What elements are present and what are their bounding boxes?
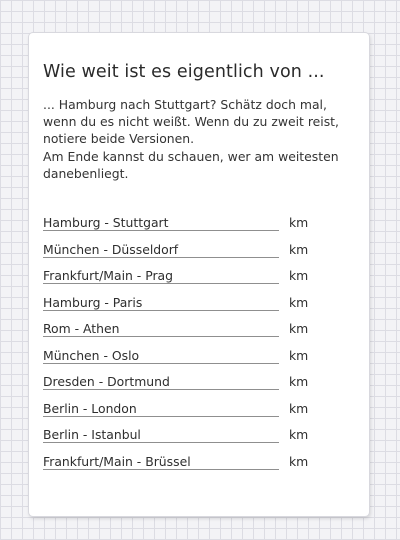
route-label: Berlin - Istanbul <box>43 427 141 442</box>
route-label: Berlin - London <box>43 400 137 416</box>
answer-line <box>43 442 279 443</box>
instructions-line-2: Am Ende kannst du schauen, wer am weitesten danebenliegt. <box>43 148 339 181</box>
instructions-line-1: ... Hamburg nach Stuttgart? Schätz doch mal, wenn du es nicht weißt. Wenn du zu zweit reist, notiere beide Versionen. <box>43 97 339 147</box>
unit-label: km <box>289 347 309 363</box>
distance-row <box>43 454 361 481</box>
distance-row <box>43 215 361 242</box>
distance-list <box>43 215 361 480</box>
route-label: Hamburg - Paris <box>43 294 143 310</box>
unit-label: km <box>289 400 309 416</box>
answer-line <box>43 283 279 284</box>
unit-label: km <box>289 215 309 230</box>
unit-label: km <box>289 427 309 442</box>
instructions <box>43 96 359 182</box>
answer-line <box>43 469 279 470</box>
answer-line <box>43 230 279 231</box>
distance-row <box>43 242 361 269</box>
unit-label: km <box>289 241 309 257</box>
answer-line <box>43 310 279 311</box>
answer-line <box>43 257 279 258</box>
distance-row <box>43 374 361 401</box>
distance-row <box>43 348 361 375</box>
worksheet-title: Wie weit ist es eigentlich von ... <box>43 62 325 82</box>
route-label: Rom - Athen <box>43 321 120 336</box>
unit-label: km <box>289 268 309 283</box>
unit-label: km <box>289 453 309 469</box>
worksheet-card <box>29 33 369 516</box>
distance-row <box>43 401 361 428</box>
answer-line <box>43 363 279 364</box>
unit-label: km <box>289 374 309 389</box>
unit-label: km <box>289 294 309 310</box>
route-label: Frankfurt/Main - Brüssel <box>43 453 191 469</box>
route-label: Dresden - Dortmund <box>43 374 170 389</box>
distance-row <box>43 427 361 454</box>
answer-line <box>43 389 279 390</box>
route-label: Hamburg - Stuttgart <box>43 215 169 230</box>
unit-label: km <box>289 321 309 336</box>
distance-row <box>43 321 361 348</box>
route-label: München - Oslo <box>43 347 140 363</box>
route-label: Frankfurt/Main - Prag <box>43 268 174 283</box>
answer-line <box>43 416 279 417</box>
distance-row <box>43 268 361 295</box>
distance-row <box>43 295 361 322</box>
route-label: München - Düsseldorf <box>43 241 179 257</box>
answer-line <box>43 336 279 337</box>
